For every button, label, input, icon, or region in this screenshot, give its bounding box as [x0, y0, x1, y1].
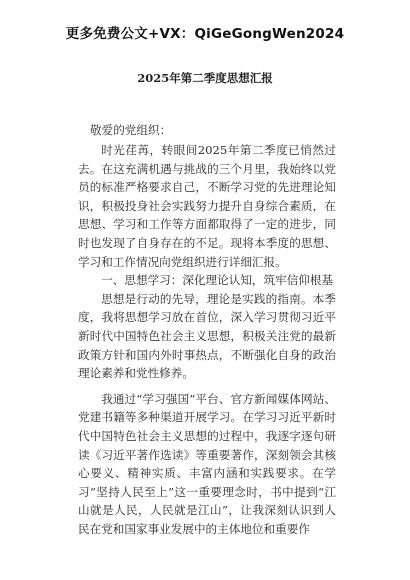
paragraph-intro: 时光荏苒，转眼间2025年第二季度已悄然过去。在这充满机遇与挑战的三个月里，我始终以党员的标准严格要求自己，不断学习党的先进理论知识，积极投身社会实践努力提升自身综合素质，在思想、学习和工作等方面都取得了一定的进步，同时也发现了自身存在的不足。现将本季度的思想、学习和工作情况向党组织进行详细汇报。 [78, 143, 336, 269]
promo-banner: 更多免费公文+VX：QiGeGongWen2024 [65, 26, 345, 42]
paragraph-study: 我通过“学习强国”平台、官方新闻媒体网站、党建书籍等多种渠道开展学习。在学习习近平新时代中国特色社会主义思想的过程中，我逐字逐句研读《习近平著作选读》等重要著作，深刻领会其核心要义、精神实质、丰富内涵和实践要求。在学习“坚持人民至上”这一重要理念时，书中提到“江山就是人民，人民就是江山”，让我深刻认识到人民在党和国家事业发展中的主体地位和重要作 [78, 391, 336, 536]
paragraph-thought: 思想是行动的先导，理论是实践的指南。本季度，我将思想学习放在首位，深入学习贯彻习近平新时代中国特色社会主义思想，积极关注党的最新政策方针和国内外时事热点，不断强化自身的政治理论素养和党性修养。 [78, 291, 336, 381]
document-title: 2025年第二季度思想汇报 [137, 71, 273, 85]
section-heading-1: 一、思想学习：深化理论认知，筑牢信仰根基 [101, 273, 334, 288]
salutation: 敬爱的党组织： [90, 123, 172, 137]
document-body [78, 141, 336, 538]
